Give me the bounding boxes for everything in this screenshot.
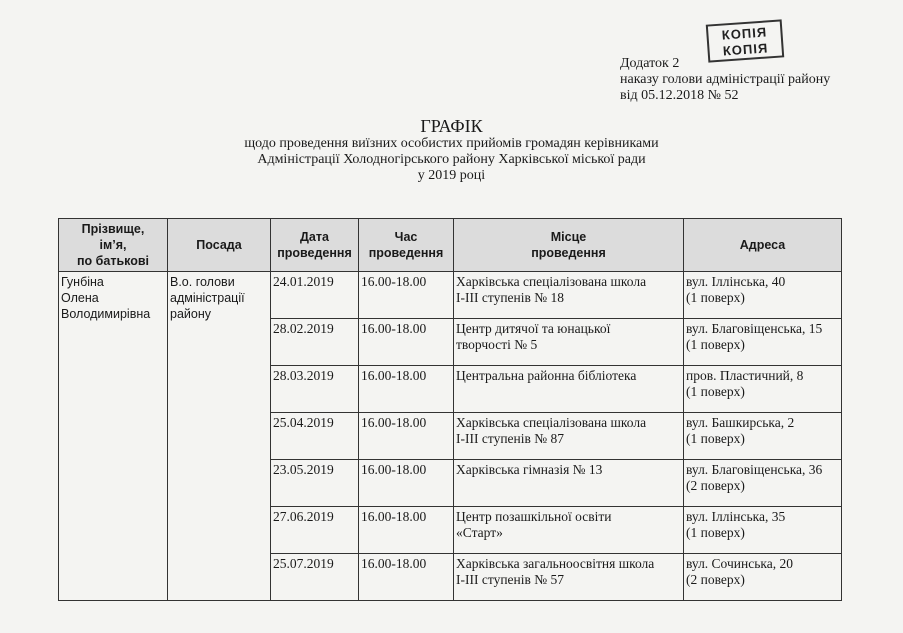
time-cell: 16.00-18.00: [359, 319, 454, 366]
address-cell: вул. Благовіщенська, 36 (2 поверх): [684, 460, 842, 507]
place-cell: Центральна районна бібліотека: [454, 366, 684, 413]
time-cell: 16.00-18.00: [359, 413, 454, 460]
date-cell: 25.04.2019: [271, 413, 359, 460]
document-heading: [0, 116, 903, 184]
place-cell: Центр позашкільної освіти «Старт»: [454, 507, 684, 554]
schedule-table: [58, 218, 842, 601]
header-place: Місце проведення: [454, 219, 684, 272]
header-time: Час проведення: [359, 219, 454, 272]
date-cell: 28.02.2019: [271, 319, 359, 366]
place-cell: Харківська спеціалізована школа І-ІІІ ступенів № 18: [454, 272, 684, 319]
appendix-block: [620, 56, 830, 104]
place-cell: Центр дитячої та юнацької творчості № 5: [454, 319, 684, 366]
date-cell: 27.06.2019: [271, 507, 359, 554]
appendix-line-2: наказу голови адміністрації району: [620, 72, 831, 87]
table-header-row: [59, 219, 842, 272]
address-cell: пров. Пластичний, 8 (1 поверх): [684, 366, 842, 413]
date-cell: 25.07.2019: [271, 554, 359, 601]
address-cell: вул. Іллінська, 35 (1 поверх): [684, 507, 842, 554]
place-cell: Харківська спеціалізована школа І-ІІІ ступенів № 87: [454, 413, 684, 460]
position-cell: В.о. голови адміністрації району: [168, 272, 271, 601]
header-address: Адреса: [684, 219, 842, 272]
stamp-line-2: КОПІЯ: [722, 40, 769, 59]
table-row: [59, 272, 842, 319]
address-cell: вул. Іллінська, 40 (1 поверх): [684, 272, 842, 319]
date-cell: 24.01.2019: [271, 272, 359, 319]
place-cell: Харківська гімназія № 13: [454, 460, 684, 507]
time-cell: 16.00-18.00: [359, 554, 454, 601]
heading-line-1: щодо проведення виїзних особистих прийомів громадян керівниками: [244, 136, 659, 151]
stamp-line-1: КОПІЯ: [721, 24, 768, 43]
appendix-line-1: Додаток 2: [620, 56, 680, 71]
document-title: ГРАФІК: [420, 116, 483, 136]
header-name: Прізвище, ім’я, по батькові: [59, 219, 168, 272]
address-cell: вул. Башкирська, 2 (1 поверх): [684, 413, 842, 460]
header-position: Посада: [168, 219, 271, 272]
address-cell: вул. Благовіщенська, 15 (1 поверх): [684, 319, 842, 366]
time-cell: 16.00-18.00: [359, 507, 454, 554]
appendix-line-3: від 05.12.2018 № 52: [620, 88, 739, 103]
address-cell: вул. Сочинська, 20 (2 поверх): [684, 554, 842, 601]
heading-line-3: у 2019 році: [417, 168, 486, 183]
time-cell: 16.00-18.00: [359, 366, 454, 413]
date-cell: 28.03.2019: [271, 366, 359, 413]
heading-line-2: Адміністрації Холодногірського району Харківської міської ради: [257, 152, 646, 167]
person-name-cell: Гунбіна Олена Володимирівна: [59, 272, 168, 601]
time-cell: 16.00-18.00: [359, 460, 454, 507]
header-date: Дата проведення: [271, 219, 359, 272]
time-cell: 16.00-18.00: [359, 272, 454, 319]
date-cell: 23.05.2019: [271, 460, 359, 507]
place-cell: Харківська загальноосвітня школа І-ІІІ ступенів № 57: [454, 554, 684, 601]
